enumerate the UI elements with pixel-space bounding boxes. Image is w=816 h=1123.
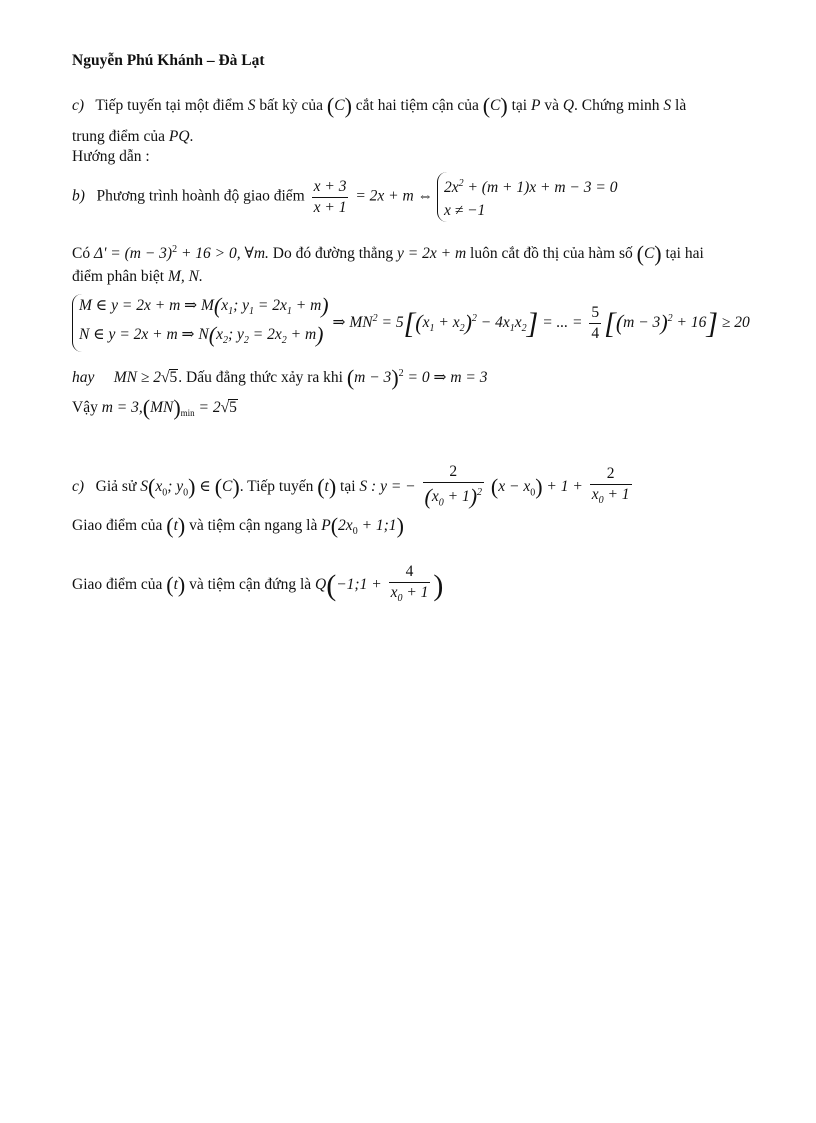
sys-pre: 2x [443, 179, 459, 197]
part-b-system [437, 172, 618, 222]
delta-text-1: Do đó đường thẳng [272, 245, 394, 263]
delta-line: Có $\Delta' = (m - 3)^2 + 16 > 0$, ∀m. Do đó đường thẳng y = 2x + m luôn cắt đồ thị của hàm số (C) tại hai [72, 241, 704, 267]
mn-system [72, 294, 329, 352]
delta-text-2: luôn cắt đồ thị của hàm số [470, 245, 633, 263]
problem-c-period: . [189, 128, 194, 145]
mn-row-1: M ∈ y = 2x + m ⇒ $M(x_1$; $y_1 = 2x_1 + m$) [79, 293, 329, 318]
va-fraction: $\frac{4}{x_0 + 1}$ [390, 563, 429, 605]
part-c-text-2: . Tiếp tuyến [239, 478, 314, 496]
symbol-c-4: C [222, 478, 233, 496]
problem-c-line1: c) Tiếp tuyến tại một điểm S bất kỳ của (C) cắt hai tiệm cận của (C) tại P và Q. Chứng minh S là [72, 93, 687, 118]
vay-word: Vậy [72, 399, 98, 416]
system-row-2: x ≠ −1 [443, 202, 486, 220]
guide-heading: Hướng dẫn : [72, 148, 150, 165]
mn-inequality: MN ≥ 2 [113, 369, 162, 387]
sys-rest: + (m + 1)x + m − 3 = 0 [467, 179, 618, 197]
sup-2: 2 [458, 178, 464, 189]
symbol-c-2: C [490, 97, 501, 114]
ha-text-1: Giao điểm của [72, 517, 163, 534]
page-header: Nguyễn Phú Khánh – Đà Lạt [72, 52, 265, 69]
problem-c-and: và [544, 97, 559, 114]
va-text-2: và tiệm cận đứng là [189, 576, 312, 594]
symbol-c: C [334, 97, 345, 114]
sqrt-5: 5 [169, 369, 178, 387]
tangent-frac-2: $\frac{2}{x_0 + 1}$ [591, 465, 630, 507]
part-b-label: b) [72, 187, 85, 205]
sup-2: 2 [172, 244, 178, 255]
problem-c-text-f: là [675, 97, 687, 114]
point-p: P [321, 517, 331, 534]
part-c-label: c) [72, 478, 85, 496]
part-b-fraction [312, 177, 349, 218]
part-b-rhs: = 2x + m ⇔ [355, 187, 434, 205]
symbol-s: S [247, 97, 256, 114]
tangent-t: t [324, 478, 329, 496]
frac-num: x + 3 [312, 177, 349, 198]
hay-word: hay [72, 369, 95, 387]
problem-c-text-a: Tiếp tuyến tại một điểm [95, 97, 244, 114]
tangent-eq-pre: S : y = − [359, 478, 416, 496]
part-b-text: Phương trình hoành độ giao điểm [96, 187, 305, 205]
symbol-p: P [530, 97, 541, 114]
system-row-1 [444, 172, 618, 199]
mn-formula: ⇒ $MN^2 = 5[(x_1 + x_2)^2 - 4x_1x_2]$ = ... = $\frac{5}{4}$ $[(m - 3)^2 + 16] \ge 20$ [332, 303, 750, 342]
points-mn: M, N. [168, 268, 203, 285]
m-value: m = 3, [101, 399, 143, 416]
sqrt-5-b: 5 [229, 399, 237, 416]
problem-c-text-e: . Chứng minh [574, 97, 660, 114]
symbol-s-2: S [663, 97, 672, 114]
delta-expr: Δ' = (m − 3) [93, 245, 173, 263]
problem-c-text-c: cắt hai tiệm cận của [355, 97, 479, 114]
line-eq: y = 2x + m [397, 245, 467, 263]
cond-a: m − 3 [354, 369, 392, 387]
delta-text-3: tại hai [665, 245, 704, 263]
co-word: Có [72, 245, 91, 263]
symbol-pq: PQ [168, 128, 190, 145]
symbol-q: Q [562, 97, 575, 114]
min-value: = 2 [198, 399, 221, 416]
conclusion-line: Vậy $m = 3,(MN)_{min} = 2√5$ [72, 395, 237, 420]
problem-c-text-b: bất kỳ của [259, 97, 324, 114]
delta-rest: + 16 > 0, ∀m. [180, 245, 269, 263]
min-sub: min [180, 408, 195, 419]
mn-row-2: N ∈ y = 2x + m ⇒ $N(x_2$; $y_2 = 2x_2 + m$) [79, 322, 324, 348]
problem-c-line2 [72, 127, 193, 147]
mn-symbol: MN [150, 399, 174, 416]
delta-line-2 [72, 267, 203, 287]
part-c-line: c) Giả sử $S(x_0$; $y_0$) ∈ (C). Tiếp tuyến (t) tại S : y = − $\frac{2}{(x_0 + 1)^2}$ $(x - x_0) + 1$ + $\frac{2}{x_0 + 1}$ [72, 462, 635, 513]
hay-line: hay MN ≥ 2√5. Dấu đẳng thức xảy ra khi $(m - 3)^2 = 0$ ⇒ m = 3 [72, 365, 488, 391]
vertical-asymptote-line: Giao điểm của (t) và tiệm cận đứng là Q(−1;1 + $\frac{4}{x_0 + 1}$ ) [72, 562, 443, 609]
point-q: Q [315, 576, 327, 594]
distinct-points-text: điểm phân biệt [72, 268, 165, 285]
problem-c-label: c) [72, 97, 85, 114]
mn-system-line [72, 294, 750, 352]
symbol-c-3: C [643, 245, 655, 263]
part-c-text-1: Giả sử [95, 478, 137, 496]
equality-text: . Dấu đẳng thức xảy ra khi [178, 369, 343, 387]
problem-c-text-g: trung điểm của [72, 128, 165, 145]
part-b-line [72, 172, 617, 222]
problem-c-text-d: tại [511, 97, 528, 114]
tangent-frac-1: $\frac{2}{(x_0 + 1)^2}$ [424, 463, 483, 510]
frac-den: x + 1 [313, 198, 347, 216]
ha-text-2: và tiệm cận ngang là [189, 517, 318, 534]
va-text-1: Giao điểm của [72, 576, 163, 594]
part-c-text-3: tại [340, 478, 356, 496]
point-s: S [140, 478, 148, 496]
horizontal-asymptote-line: Giao điểm của (t) và tiệm cận ngang là $P(2x_0$ + 1;1) [72, 513, 404, 538]
cond-b: = 0 ⇒ m = 3 [407, 369, 488, 387]
